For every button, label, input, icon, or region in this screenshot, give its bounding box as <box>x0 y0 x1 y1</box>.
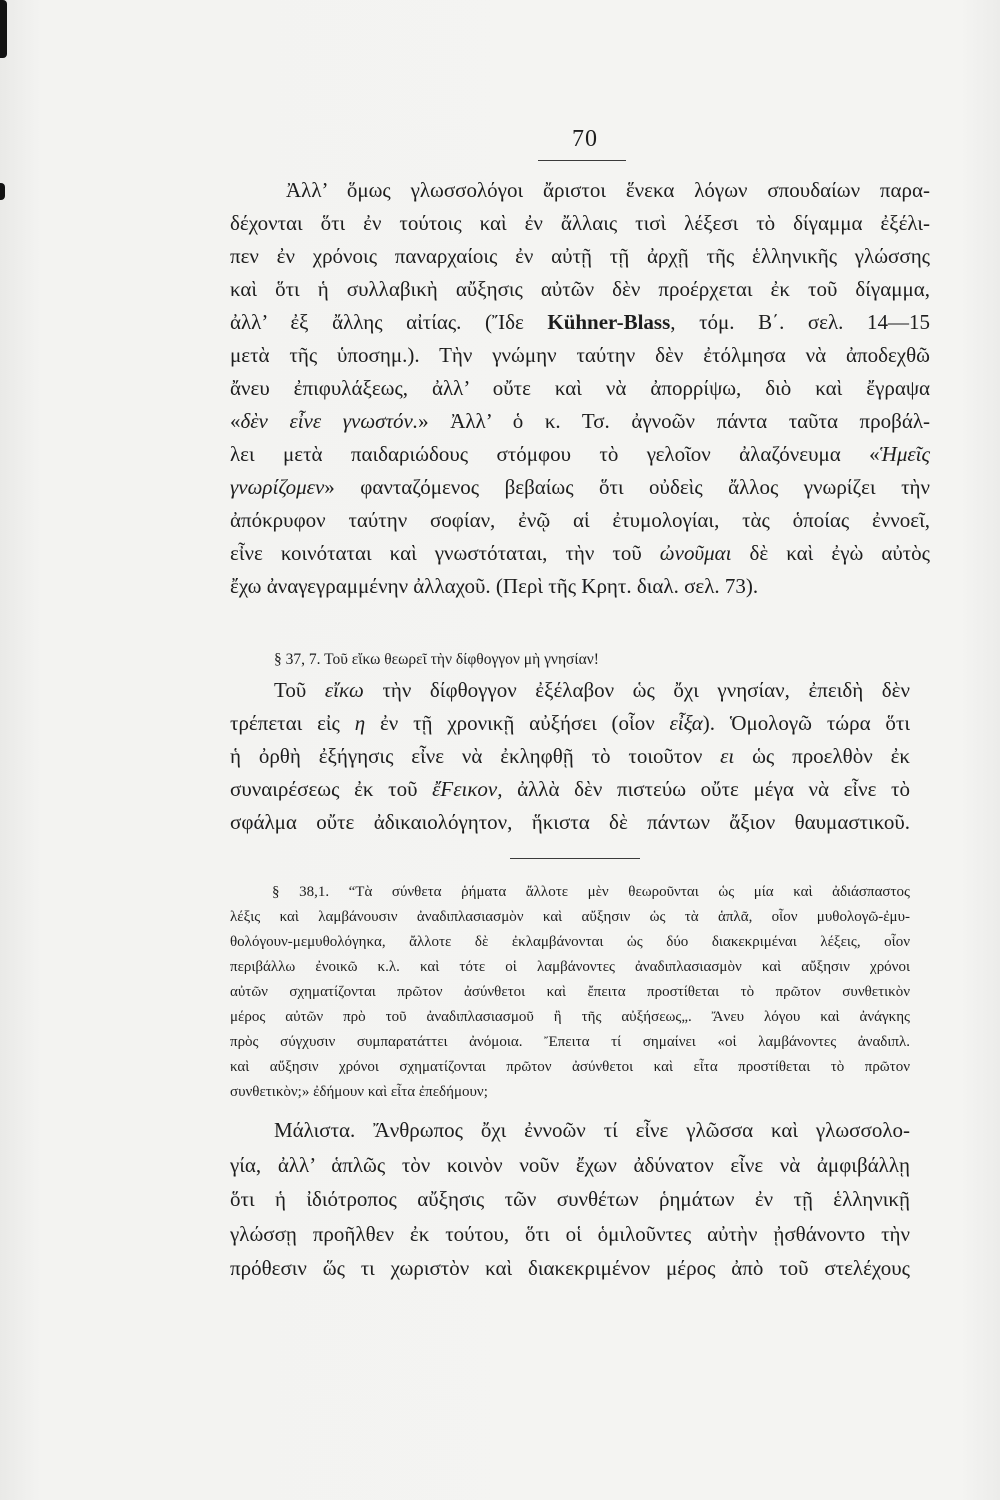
line-text: « <box>230 409 241 433</box>
binding-mark <box>0 183 5 200</box>
text-line <box>230 240 930 273</box>
text-line <box>230 339 930 372</box>
section-38-reply <box>230 1113 910 1286</box>
italic-word: ει <box>720 744 735 768</box>
line-text: πεν ἐν χρόνοις παναρχαίοις ἐν αὐτῇ τῇ ἀρχῇ τῆς ἑλληνικῆς γλώσσης <box>230 244 930 268</box>
text-line <box>230 570 930 603</box>
text-line <box>230 806 910 839</box>
text-line <box>230 504 930 537</box>
line-text: δέχονται ὅτι ἐν τούτοις καὶ ἐν ἄλλαις τισὶ λέξεσι τὸ δίγαμμα ἐξέλι- <box>230 211 930 235</box>
line-text: τρέπεται εἰς <box>230 711 355 735</box>
text-line: πρόθεσιν ὥς τι χωριστὸν καὶ διακεκριμένον μέρος ἀπὸ τοῦ στελέχους <box>230 1256 910 1280</box>
text-line: γλώσσῃ προῆλθεν ἐκ τούτου, ὅτι οἱ ὁμιλοῦντες αὐτὴν ᾐσθάνοντο τὴν <box>230 1221 910 1246</box>
text-line <box>230 707 910 740</box>
line-text: εἶνε κοινόταται καὶ γνωστόταται, τὴν τοῦ <box>230 541 660 565</box>
line-text: ἡ ὀρθὴ ἐξήγησις εἶνε νὰ ἐκληφθῇ τὸ τοιοῦτον <box>230 744 721 768</box>
line-text: μετὰ τῆς ὑποσημ.). Τὴν γνώμην ταύτην δὲν ἐτόλμησα νὰ ἀποδεχθῶ <box>230 343 930 367</box>
quote-line: λέξις καὶ λαμβάνουσιν ἀναδιπλασιασμὸν καὶ αὔξησιν ὡς τὰ ἁπλᾶ, οἷον μυθολογῶ-ἐμυ- <box>230 909 910 925</box>
intro-paragraph <box>230 174 930 603</box>
text-line: Μάλιστα. Ἄνθρωπος ὄχι ἐννοῶν τί εἶνε γλῶσσα καὶ γλωσσολο- <box>274 1118 910 1142</box>
text-line <box>230 438 930 471</box>
line-text: ἀλλ’ ἐξ ἄλλης αἰτίας. (Ἴδε <box>230 310 548 334</box>
text-line <box>230 773 910 806</box>
italic-quote: δὲν εἶνε γνωστόν. <box>240 409 419 433</box>
italic-quote: γνωρίζομεν <box>230 475 325 499</box>
line-text: , τόμ. Β΄. σελ. 14—15 <box>670 310 930 334</box>
text-line <box>230 674 910 707</box>
text-line <box>230 273 930 306</box>
line-text: » Ἀλλ’ ὁ κ. Τσ. ἀγνοῶν πάντα ταῦτα προβάλ- <box>418 409 931 433</box>
quote-line: θολόγουν-μεμυθολόγηκα, ἄλλοτε δὲ ἐκλαμβάνονται ὡς δύο διακεκριμέναι λέξεις, οἷον <box>230 934 910 950</box>
text-line: γία, ἀλλ’ ἁπλῶς τὸν κοινὸν νοῦν ἔχων ἀδύνατον εἶνε νὰ ἀμφιβάλλῃ <box>230 1152 910 1177</box>
line-text: ἄνευ ἐπιφυλάξεως, ἀλλ’ οὔτε καὶ νὰ ἀπορρίψω, διὸ καὶ ἔγραψα <box>230 376 930 400</box>
italic-word: εἴκω <box>324 678 364 702</box>
line-text: ). Ὁμολογῶ τώρα ὅτι <box>702 711 910 735</box>
italic-word: η <box>354 711 366 735</box>
section-divider <box>510 858 640 859</box>
section-37-heading: § 37, 7. Τοῦ εἴκω θεωρεῖ τὴν δίφθογγον μὴ γνησίαν! <box>274 651 599 668</box>
text-line <box>230 405 930 438</box>
quote-line: αὐτῶν σχηματίζονται πρῶτον ἀσύνθετοι καὶ ἔπειτα προστίθεται τὸ πρῶτον συνθετικὸν <box>230 984 910 1000</box>
line-text: ἀπόκρυφον ταύτην σοφίαν, ἐνῷ αἱ ἐτυμολογίαι, τὰς ὁποίας ἐννοεῖ, <box>230 508 930 532</box>
italic-word: ὠνοῦμαι <box>659 541 732 565</box>
line-text: ἔχω ἀναγεγραμμένην ἀλλαχοῦ. (Περὶ τῆς Κρητ. διαλ. σελ. 73). <box>230 574 759 598</box>
text-line <box>230 207 930 240</box>
binding-shadow <box>0 0 7 58</box>
line-text: ἀλλὰ δὲν πιστεύω οὔτε μέγα νὰ εἶνε τὸ <box>502 777 910 801</box>
quote-line: § 38,1. “Τὰ σύνθετα ῥήματα ἄλλοτε μὲν θεωροῦνται ὡς μία καὶ ἀδιάσπαστος <box>272 884 910 900</box>
text-line: ὅτι ἡ ἰδιότροπος αὔξησις τῶν συνθέτων ῥημάτων ἐν τῇ ἑλληνικῇ <box>230 1187 910 1211</box>
reference-author: Kühner-Blass <box>547 310 671 334</box>
line-text: Ἀλλ’ ὅμως γλωσσολόγοι ἄριστοι ἕνεκα λόγων σπουδαίων παρα- <box>286 178 930 202</box>
line-text: δὲ καὶ ἐγὼ αὐτὸς <box>731 541 930 565</box>
line-text: ἐν τῇ χρονικῇ αὐξήσει (οἷον <box>365 711 670 735</box>
section-38-quote <box>230 880 910 1105</box>
section-37-paragraph <box>230 674 910 839</box>
italic-word: ἔϜεικον, <box>432 777 503 801</box>
line-text: τὴν δίφθογγον ἐξέλαβον ὡς ὄχι γνησίαν, ἐπειδὴ δὲν <box>363 678 910 702</box>
line-text: καὶ ὅτι ἡ συλλαβικὴ αὔξησις αὐτῶν δὲν προέρχεται ἐκ τοῦ δίγαμμα, <box>230 277 930 301</box>
page-number: 70 <box>572 126 598 152</box>
line-text: ὡς προελθὸν ἐκ <box>734 744 910 768</box>
italic-quote: Ἡμεῖς <box>879 442 930 466</box>
line-text: συναιρέσεως ἐκ τοῦ <box>230 777 433 801</box>
text-line <box>230 174 930 207</box>
text-line <box>230 537 930 570</box>
text-line <box>230 740 910 773</box>
line-text: Τοῦ <box>274 678 325 702</box>
text-line <box>230 372 930 405</box>
line-text: » φανταζόμενος βεβαίως ὅτι οὐδεὶς ἄλλος γνωρίζει τὴν <box>324 475 930 499</box>
text-line <box>230 471 930 504</box>
quote-line: συνθετικὸν;» ἐδήμουν καὶ εἶτα ἐπεδήμουν; <box>230 1084 488 1100</box>
quote-line: πρὸς σύγχυσιν συμπαρατάττει ἀνόμοια. Ἔπειτα τί σημαίνει «οἱ λαμβάνοντες ἀναδιπλ. <box>230 1034 910 1050</box>
quote-line: περιβάλλω ἐνοικῶ κ.λ. καὶ τότε οἱ λαμβάνοντες ἀναδιπλασιασμὸν καὶ αὔξησιν χρόνοι <box>230 959 910 975</box>
italic-word: εἶξα <box>669 711 703 735</box>
quote-line: καὶ αὔξησιν χρόνοι σχηματίζονται πρῶτον ἀσύνθετοι καὶ εἶτα προστίθεται τὸ πρῶτον <box>230 1059 910 1075</box>
line-text: σφάλμα οὔτε ἀδικαιολόγητον, ἥκιστα δὲ πάντων ἄξιον θαυμαστικοῦ. <box>230 810 910 834</box>
quote-line: μέρος αὐτῶν πρὸ τοῦ ἀναδιπλασιασμοῦ ἢ τῆς αὐξήσεως„. Ἄνευ λόγου καὶ ἀνάγκης <box>230 1009 910 1025</box>
text-line <box>230 306 930 339</box>
line-text: λει μετὰ παιδαριώδους στόμφου τὸ γελοῖον ἀλαζόνευμα « <box>230 442 880 466</box>
page-number-rule <box>538 160 626 161</box>
